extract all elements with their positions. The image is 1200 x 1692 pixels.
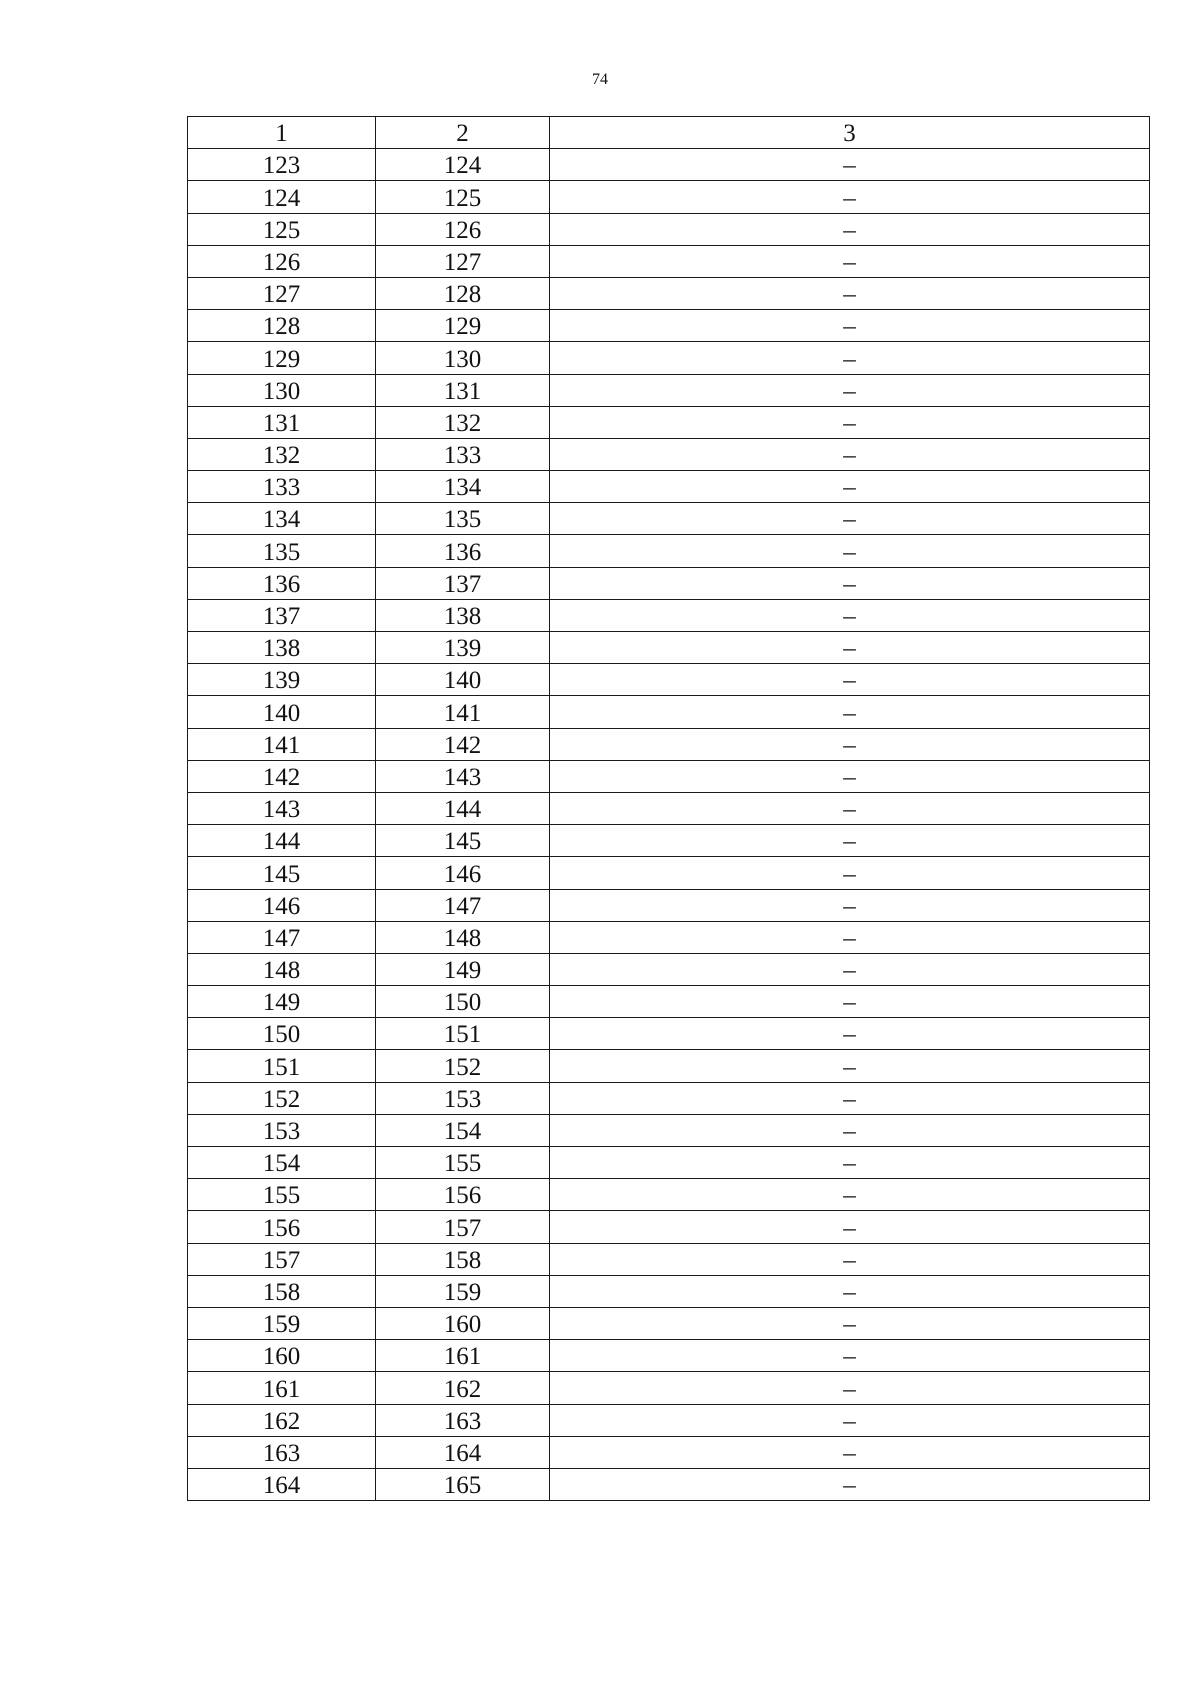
table-cell-col-1: 152 bbox=[188, 1082, 376, 1114]
table-cell-col-2: 137 bbox=[376, 567, 550, 599]
table-cell-col-3: – bbox=[550, 664, 1150, 696]
table-cell-col-2: 134 bbox=[376, 471, 550, 503]
table-cell-col-1: 160 bbox=[188, 1340, 376, 1372]
table-cell-col-1: 157 bbox=[188, 1243, 376, 1275]
table-cell-col-2: 147 bbox=[376, 889, 550, 921]
table-cell-col-1: 159 bbox=[188, 1307, 376, 1339]
table-row bbox=[188, 1436, 1150, 1468]
table-cell-col-2: 151 bbox=[376, 1018, 550, 1050]
table-row bbox=[188, 1082, 1150, 1114]
table-cell-col-1: 164 bbox=[188, 1468, 376, 1500]
table-cell-col-2: 143 bbox=[376, 760, 550, 792]
table-cell-col-2: 145 bbox=[376, 825, 550, 857]
table-cell-col-1: 158 bbox=[188, 1275, 376, 1307]
table-cell-col-3: – bbox=[550, 792, 1150, 824]
table-cell-col-3: – bbox=[550, 1082, 1150, 1114]
table-row bbox=[188, 696, 1150, 728]
table-cell-col-2: 128 bbox=[376, 277, 550, 309]
table-cell-col-1: 142 bbox=[188, 760, 376, 792]
table-row bbox=[188, 792, 1150, 824]
table-cell-col-1: 131 bbox=[188, 406, 376, 438]
table-cell-col-1: 149 bbox=[188, 986, 376, 1018]
table-row bbox=[188, 567, 1150, 599]
table-cell-col-1: 127 bbox=[188, 277, 376, 309]
table-cell-col-2: 139 bbox=[376, 632, 550, 664]
table-cell-col-2: 163 bbox=[376, 1404, 550, 1436]
table-cell-col-1: 163 bbox=[188, 1436, 376, 1468]
table-cell-col-3: – bbox=[550, 1147, 1150, 1179]
table-row bbox=[188, 632, 1150, 664]
table-cell-col-3: – bbox=[550, 149, 1150, 181]
table-row bbox=[188, 181, 1150, 213]
table-cell-col-2: 150 bbox=[376, 986, 550, 1018]
table-row bbox=[188, 1340, 1150, 1372]
table-cell-col-1: 156 bbox=[188, 1211, 376, 1243]
table-row bbox=[188, 149, 1150, 181]
table-row bbox=[188, 1404, 1150, 1436]
table-row bbox=[188, 857, 1150, 889]
column-header-1: 1 bbox=[188, 117, 376, 149]
table-cell-col-3: – bbox=[550, 986, 1150, 1018]
table-cell-col-1: 126 bbox=[188, 245, 376, 277]
table-cell-col-1: 128 bbox=[188, 310, 376, 342]
table-cell-col-2: 129 bbox=[376, 310, 550, 342]
table-cell-col-2: 149 bbox=[376, 953, 550, 985]
table-row bbox=[188, 1372, 1150, 1404]
table-cell-col-3: – bbox=[550, 406, 1150, 438]
table-cell-col-2: 141 bbox=[376, 696, 550, 728]
table-cell-col-3: – bbox=[550, 374, 1150, 406]
table-cell-col-2: 158 bbox=[376, 1243, 550, 1275]
table-cell-col-1: 144 bbox=[188, 825, 376, 857]
table-cell-col-2: 165 bbox=[376, 1468, 550, 1500]
table-cell-col-1: 140 bbox=[188, 696, 376, 728]
table-cell-col-1: 146 bbox=[188, 889, 376, 921]
table-cell-col-1: 135 bbox=[188, 535, 376, 567]
table-cell-col-1: 161 bbox=[188, 1372, 376, 1404]
table-cell-col-2: 135 bbox=[376, 503, 550, 535]
table-cell-col-3: – bbox=[550, 857, 1150, 889]
table-cell-col-3: – bbox=[550, 889, 1150, 921]
table-row bbox=[188, 1018, 1150, 1050]
table-cell-col-3: – bbox=[550, 503, 1150, 535]
table-cell-col-2: 144 bbox=[376, 792, 550, 824]
table-cell-col-3: – bbox=[550, 535, 1150, 567]
table-cell-col-3: – bbox=[550, 1340, 1150, 1372]
table-cell-col-1: 162 bbox=[188, 1404, 376, 1436]
table-cell-col-3: – bbox=[550, 696, 1150, 728]
table-cell-col-2: 126 bbox=[376, 213, 550, 245]
table-cell-col-3: – bbox=[550, 1275, 1150, 1307]
table-cell-col-2: 132 bbox=[376, 406, 550, 438]
table-cell-col-3: – bbox=[550, 825, 1150, 857]
table-cell-col-3: – bbox=[550, 1114, 1150, 1146]
table-cell-col-1: 148 bbox=[188, 953, 376, 985]
table-row bbox=[188, 1211, 1150, 1243]
table-row bbox=[188, 986, 1150, 1018]
page-number: 74 bbox=[592, 71, 608, 88]
table-cell-col-3: – bbox=[550, 213, 1150, 245]
table-cell-col-1: 154 bbox=[188, 1147, 376, 1179]
table-cell-col-3: – bbox=[550, 1050, 1150, 1082]
table-row bbox=[188, 213, 1150, 245]
table-cell-col-2: 154 bbox=[376, 1114, 550, 1146]
table-cell-col-3: – bbox=[550, 471, 1150, 503]
table-cell-col-3: – bbox=[550, 953, 1150, 985]
table-cell-col-3: – bbox=[550, 1372, 1150, 1404]
table-row bbox=[188, 471, 1150, 503]
table-cell-col-1: 141 bbox=[188, 728, 376, 760]
table-cell-col-1: 124 bbox=[188, 181, 376, 213]
table-row bbox=[188, 825, 1150, 857]
table-row bbox=[188, 760, 1150, 792]
table-row bbox=[188, 503, 1150, 535]
table-cell-col-2: 157 bbox=[376, 1211, 550, 1243]
table-cell-col-2: 127 bbox=[376, 245, 550, 277]
table-cell-col-1: 139 bbox=[188, 664, 376, 696]
table-header-row bbox=[188, 117, 1150, 149]
table-row bbox=[188, 245, 1150, 277]
table-cell-col-3: – bbox=[550, 277, 1150, 309]
table-row bbox=[188, 1147, 1150, 1179]
table-cell-col-2: 146 bbox=[376, 857, 550, 889]
table-cell-col-3: – bbox=[550, 728, 1150, 760]
table-cell-col-1: 134 bbox=[188, 503, 376, 535]
table-cell-col-2: 148 bbox=[376, 921, 550, 953]
table-cell-col-2: 125 bbox=[376, 181, 550, 213]
table-cell-col-1: 155 bbox=[188, 1179, 376, 1211]
table-row bbox=[188, 438, 1150, 470]
table-row bbox=[188, 599, 1150, 631]
table-row bbox=[188, 535, 1150, 567]
column-header-3: 3 bbox=[550, 117, 1150, 149]
table-cell-col-2: 133 bbox=[376, 438, 550, 470]
table-cell-col-1: 151 bbox=[188, 1050, 376, 1082]
table-row bbox=[188, 1307, 1150, 1339]
data-table bbox=[187, 116, 1150, 1501]
table-cell-col-2: 160 bbox=[376, 1307, 550, 1339]
table-cell-col-3: – bbox=[550, 1018, 1150, 1050]
table-cell-col-3: – bbox=[550, 245, 1150, 277]
table-cell-col-2: 152 bbox=[376, 1050, 550, 1082]
table-cell-col-3: – bbox=[550, 1243, 1150, 1275]
table-cell-col-2: 142 bbox=[376, 728, 550, 760]
table-row bbox=[188, 277, 1150, 309]
table-cell-col-1: 147 bbox=[188, 921, 376, 953]
table-cell-col-2: 140 bbox=[376, 664, 550, 696]
table-cell-col-1: 138 bbox=[188, 632, 376, 664]
table-row bbox=[188, 1179, 1150, 1211]
table-cell-col-2: 153 bbox=[376, 1082, 550, 1114]
table-body bbox=[188, 117, 1150, 1501]
table-cell-col-2: 159 bbox=[376, 1275, 550, 1307]
table-cell-col-2: 162 bbox=[376, 1372, 550, 1404]
table-cell-col-1: 123 bbox=[188, 149, 376, 181]
table-cell-col-3: – bbox=[550, 342, 1150, 374]
table-row bbox=[188, 889, 1150, 921]
table-cell-col-2: 130 bbox=[376, 342, 550, 374]
table-row bbox=[188, 406, 1150, 438]
table-cell-col-2: 131 bbox=[376, 374, 550, 406]
table-cell-col-3: – bbox=[550, 921, 1150, 953]
table-cell-col-3: – bbox=[550, 567, 1150, 599]
table-cell-col-1: 132 bbox=[188, 438, 376, 470]
table-cell-col-3: – bbox=[550, 1179, 1150, 1211]
column-header-2: 2 bbox=[376, 117, 550, 149]
table-row bbox=[188, 1114, 1150, 1146]
table-cell-col-3: – bbox=[550, 181, 1150, 213]
table-row bbox=[188, 374, 1150, 406]
table-cell-col-1: 143 bbox=[188, 792, 376, 824]
table-cell-col-3: – bbox=[550, 760, 1150, 792]
table-cell-col-1: 145 bbox=[188, 857, 376, 889]
table-row bbox=[188, 310, 1150, 342]
table-cell-col-1: 130 bbox=[188, 374, 376, 406]
table-cell-col-2: 161 bbox=[376, 1340, 550, 1372]
table-cell-col-3: – bbox=[550, 1404, 1150, 1436]
table-row bbox=[188, 953, 1150, 985]
table-cell-col-3: – bbox=[550, 1436, 1150, 1468]
table-cell-col-1: 129 bbox=[188, 342, 376, 374]
table-cell-col-1: 153 bbox=[188, 1114, 376, 1146]
table-cell-col-3: – bbox=[550, 632, 1150, 664]
table-cell-col-1: 137 bbox=[188, 599, 376, 631]
table-cell-col-3: – bbox=[550, 599, 1150, 631]
table-cell-col-2: 138 bbox=[376, 599, 550, 631]
table-cell-col-3: – bbox=[550, 310, 1150, 342]
table-row bbox=[188, 728, 1150, 760]
table-cell-col-3: – bbox=[550, 1211, 1150, 1243]
table-cell-col-2: 155 bbox=[376, 1147, 550, 1179]
table-cell-col-1: 150 bbox=[188, 1018, 376, 1050]
table-row bbox=[188, 1050, 1150, 1082]
table-row bbox=[188, 664, 1150, 696]
table-row bbox=[188, 1275, 1150, 1307]
table-cell-col-1: 133 bbox=[188, 471, 376, 503]
table-cell-col-2: 124 bbox=[376, 149, 550, 181]
table-cell-col-1: 125 bbox=[188, 213, 376, 245]
table-cell-col-2: 164 bbox=[376, 1436, 550, 1468]
table-cell-col-3: – bbox=[550, 1307, 1150, 1339]
table-cell-col-3: – bbox=[550, 438, 1150, 470]
table-cell-col-2: 136 bbox=[376, 535, 550, 567]
table-cell-col-1: 136 bbox=[188, 567, 376, 599]
table-row bbox=[188, 1243, 1150, 1275]
table-row bbox=[188, 1468, 1150, 1500]
table-cell-col-3: – bbox=[550, 1468, 1150, 1500]
table-cell-col-2: 156 bbox=[376, 1179, 550, 1211]
table-row bbox=[188, 342, 1150, 374]
table-row bbox=[188, 921, 1150, 953]
